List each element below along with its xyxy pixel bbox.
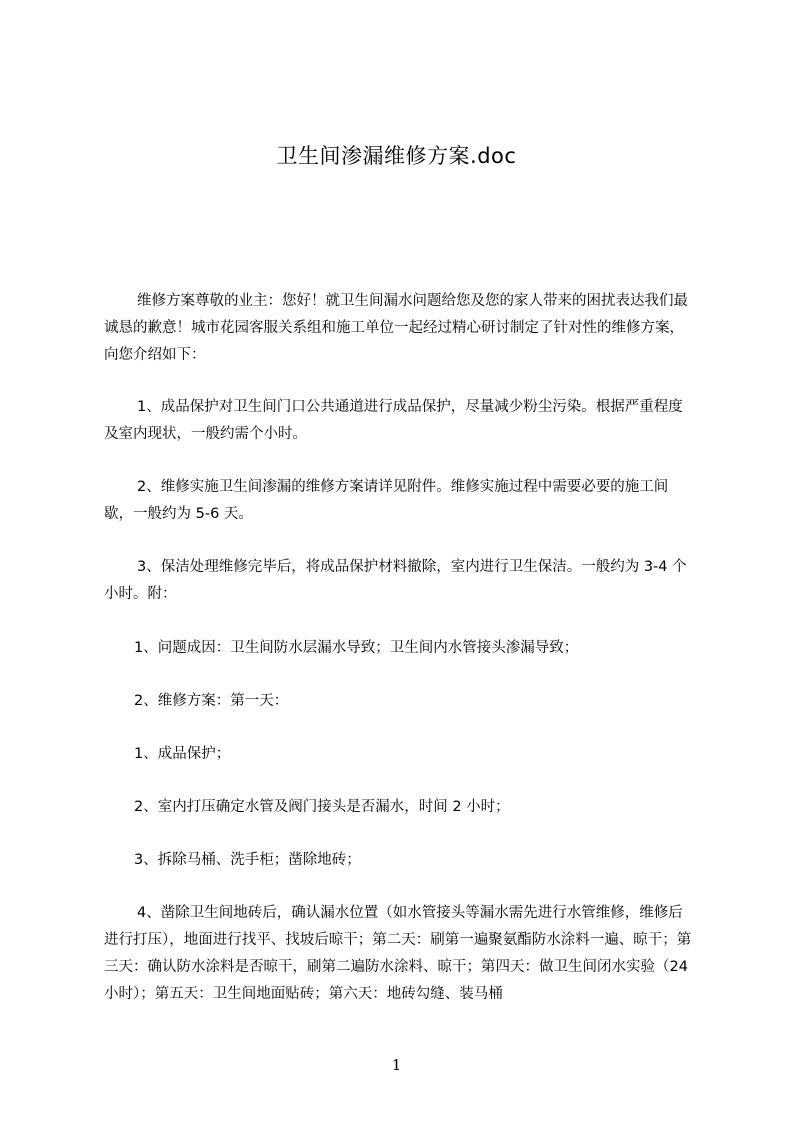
paragraph-step-2: 2、维修实施卫生间渗漏的维修方案请详见附件。维修实施过程中需要必要的施工间歇，一般约为 5-6 天。 (104, 479, 669, 522)
document-title: 卫生间渗漏维修方案.doc (276, 144, 517, 168)
paragraph-plan-item-4: 4、凿除卫生间地砖后，确认漏水位置（如水管接头等漏水需先进行水管维修，维修后进行打压），地面进行找平、找坡后晾干；第二天：刷第一遍聚氨酯防水涂料一遍、晾干；第三天：确认防水涂料是否晾干，刷第二遍防水涂料、晾干；第四天：做卫生间闭水实验（24 小时）；第五天：卫生间地面贴砖；第六天：地砖勾缝、装马桶 (104, 905, 692, 1002)
paragraph-plan-item-1: 1、成品保护； (134, 746, 231, 762)
paragraph-step-1: 1、成品保护对卫生间门口公共通道进行成品保护，尽量减少粉尘污染。根据严重程度及室内现状，一般约需个小时。 (104, 399, 683, 442)
page-number: 1 (391, 1056, 402, 1074)
paragraph-step-3: 3、保洁处理维修完毕后，将成品保护材料撤除，室内进行卫生保洁。一般约为 3-4 个小时。附： (104, 559, 687, 602)
paragraph-plan: 2、维修方案：第一天： (134, 693, 289, 709)
paragraph-plan-item-3: 3、拆除马桶、洗手柜；凿除地砖； (134, 852, 361, 868)
paragraph-plan-item-2: 2、室内打压确定水管及阀门接头是否漏水，时间 2 小时； (134, 799, 510, 815)
paragraph-intro: 维修方案尊敬的业主：您好！就卫生间漏水问题给您及您的家人带来的困扰表达我们最诚恳的歉意！城市花园客服关系组和施工单位一起经过精心研讨制定了针对性的维修方案，向您介绍如下： (104, 293, 688, 363)
paragraph-cause: 1、问题成因：卫生间防水层漏水导致；卫生间内水管接头渗漏导致； (134, 640, 579, 656)
